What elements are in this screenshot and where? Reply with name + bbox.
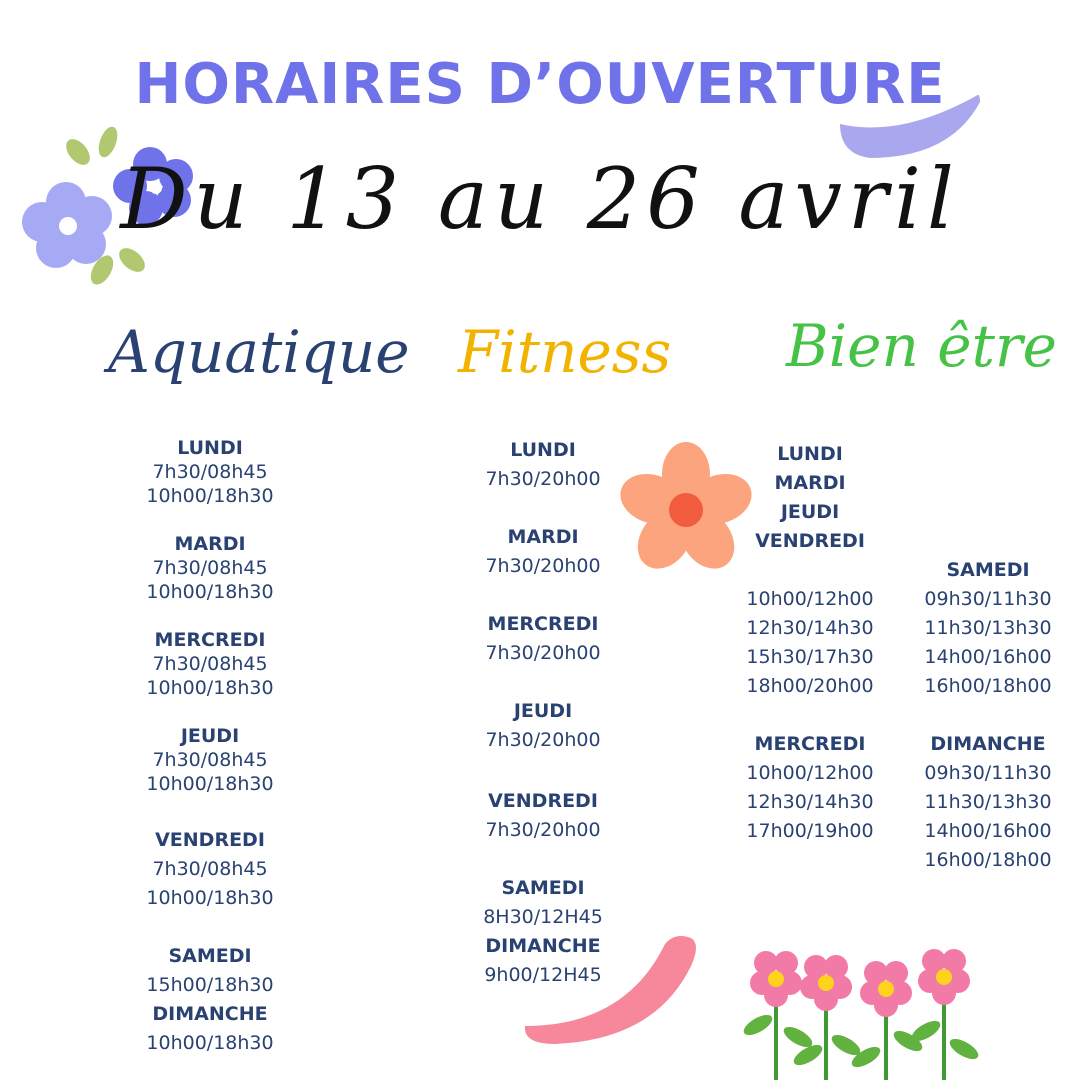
aquatique-time: 10h00/18h30 [146,1032,274,1054]
fitness-day-label: MARDI [507,526,579,548]
bien-etre-weekdays [720,440,900,556]
bien-etre-time: 18h00/20h00 [746,675,874,697]
aquatique-schedule [110,628,310,700]
bien-etre-time: 17h00/19h00 [746,820,874,842]
fitness-time: 9h00/12H45 [484,964,602,986]
aquatique-day-label: VENDREDI [155,829,265,851]
aquatique-time: 10h00/18h30 [146,581,274,603]
aquatique-time: 7h30/08h45 [152,557,268,579]
bien-etre-mercredi [720,730,900,846]
aquatique-day-label: JEUDI [180,725,240,747]
fitness-day-label: VENDREDI [488,790,598,812]
aquatique-day-label: MERCREDI [154,629,266,651]
page-title: HORAIRES D’OUVERTURE [134,52,946,117]
bien-etre-time: 14h00/16h00 [924,820,1052,842]
pink-flowers-decoration [740,945,980,1080]
fitness-day-label: MERCREDI [487,613,599,635]
bien-etre-samedi [898,556,1078,701]
fitness-time: 7h30/20h00 [485,729,601,751]
fitness-time: 7h30/20h00 [485,555,601,577]
aquatique-time: 7h30/08h45 [152,749,268,771]
bien-etre-time: 09h30/11h30 [924,762,1052,784]
aquatique-time: 7h30/08h45 [152,858,268,880]
fitness-day-label: JEUDI [513,700,573,722]
bien-etre-time: 14h00/16h00 [924,646,1052,668]
aquatique-time: 15h00/18h30 [146,974,274,996]
fitness-schedule [443,697,643,755]
bien-etre-time: 10h00/12h00 [746,762,874,784]
fitness-schedule [443,436,643,494]
aquatique-schedule [110,942,310,1058]
aquatique-schedule [110,436,310,508]
aquatique-time: 7h30/08h45 [152,653,268,675]
fitness-day-label: DIMANCHE [485,935,601,957]
aquatique-day-label: SAMEDI [168,945,252,967]
aquatique-schedule [110,724,310,796]
aquatique-time: 7h30/08h45 [152,461,268,483]
bien-etre-day-label: MARDI [774,472,846,494]
category-fitness-heading: Fitness [458,318,672,386]
aquatique-time: 10h00/18h30 [146,485,274,507]
fitness-time: 7h30/20h00 [485,819,601,841]
fitness-time: 7h30/20h00 [485,642,601,664]
bien-etre-dimanche [898,730,1078,875]
fitness-day-label: SAMEDI [501,877,585,899]
date-range-subtitle: Du 13 au 26 avril [120,150,960,248]
aquatique-schedule [110,532,310,604]
bien-etre-day-label: VENDREDI [755,530,865,552]
bien-etre-time: 12h30/14h30 [746,791,874,813]
aquatique-day-label: LUNDI [177,437,243,459]
fitness-schedule [443,610,643,668]
bien-etre-time: 11h30/13h30 [924,791,1052,813]
fitness-time: 8H30/12H45 [483,906,603,928]
bien-etre-day-label: DIMANCHE [930,733,1046,755]
category-bien-etre-heading: Bien être [786,312,1057,380]
bien-etre-time: 16h00/18h00 [924,849,1052,871]
bien-etre-time: 09h30/11h30 [924,588,1052,610]
aquatique-time: 10h00/18h30 [146,887,274,909]
aquatique-time: 10h00/18h30 [146,677,274,699]
bien-etre-day-label: JEUDI [780,501,840,523]
aquatique-time: 10h00/18h30 [146,773,274,795]
fitness-schedule [443,874,643,990]
fitness-schedule [443,787,643,845]
bien-etre-time: 15h30/17h30 [746,646,874,668]
bien-etre-time: 12h30/14h30 [746,617,874,639]
bien-etre-time: 10h00/12h00 [746,588,874,610]
aquatique-schedule [110,826,310,913]
bien-etre-time: 16h00/18h00 [924,675,1052,697]
fitness-schedule [443,523,643,581]
bien-etre-day-label: SAMEDI [946,559,1030,581]
bien-etre-time: 11h30/13h30 [924,617,1052,639]
fitness-day-label: LUNDI [510,439,576,461]
bien-etre-day-label: LUNDI [777,443,843,465]
aquatique-day-label: MARDI [174,533,246,555]
category-aquatique-heading: Aquatique [108,318,410,386]
bien-etre-weekday-times [720,585,900,701]
fitness-time: 7h30/20h00 [485,468,601,490]
bien-etre-day-label: MERCREDI [754,733,866,755]
aquatique-day-label: DIMANCHE [152,1003,268,1025]
